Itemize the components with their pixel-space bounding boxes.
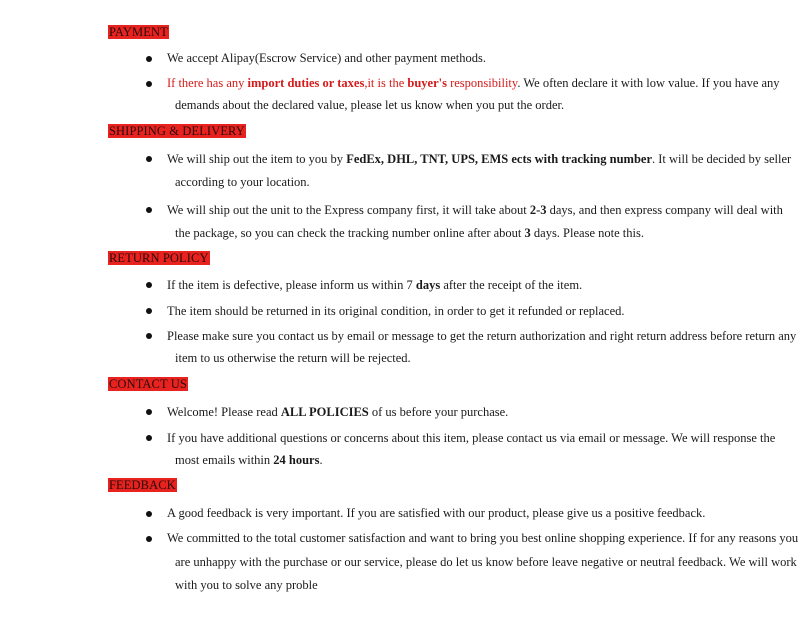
feedback-item-2: We committed to the total customer satisfaction and want to bring you best online shopping experience. If for any reasons you xyxy=(167,531,799,545)
shipping-heading: SHIPPING & DELIVERY xyxy=(109,124,245,138)
payment-item-2-red-c: ,it is the xyxy=(364,76,408,90)
shipping-item-2 xyxy=(167,203,783,218)
return-item-1-b: days xyxy=(415,278,441,292)
return-item-1-c: after the receipt of the item. xyxy=(440,278,583,292)
return-item-2: The item should be returned in its original condition, in order to get it refunded or replaced. xyxy=(167,304,625,318)
payment-item-2 xyxy=(167,76,780,91)
shipping-item-2-c: days, and then express company will deal with xyxy=(546,203,783,217)
contact-item-2-line-2-c: . xyxy=(319,453,323,467)
contact-item-1-b: ALL POLICIES xyxy=(280,405,369,419)
bullet-icon xyxy=(146,511,152,517)
payment-item-2-red-d: buyer's xyxy=(407,76,447,90)
feedback-item-2-line-3: with you to solve any proble xyxy=(175,578,318,592)
return-item-3-line-2: item to us otherwise the return will be rejected. xyxy=(175,351,411,365)
contact-item-1-c: of us before your purchase. xyxy=(368,405,509,419)
payment-item-2-rest: . We often declare it with low value. If you have any xyxy=(517,76,780,90)
bullet-icon xyxy=(146,409,152,415)
bullet-icon xyxy=(146,207,152,213)
bullet-icon xyxy=(146,81,152,87)
bullet-icon xyxy=(146,282,152,288)
return-item-1-a: If the item is defective, please inform us within 7 xyxy=(167,278,416,292)
payment-item-2-red-a: If there has any xyxy=(167,76,248,90)
return-item-1 xyxy=(167,278,582,293)
contact-item-2-line-2 xyxy=(175,453,323,468)
bullet-icon xyxy=(146,308,152,314)
contact-heading: CONTACT US xyxy=(109,377,187,391)
contact-item-1-a: Welcome! Please read xyxy=(167,405,281,419)
bullet-icon xyxy=(146,56,152,62)
shipping-item-1 xyxy=(167,152,791,167)
shipping-item-1-c: . It will be decided by seller xyxy=(652,152,792,166)
bullet-icon xyxy=(146,333,152,339)
shipping-item-1-b: FedEx, DHL, TNT, UPS, EMS ects with tracking number xyxy=(346,152,652,166)
return-policy-heading: RETURN POLICY xyxy=(109,251,209,265)
shipping-item-2-b: 2-3 xyxy=(529,203,547,217)
payment-item-2-red-e: responsibility xyxy=(446,76,518,90)
shipping-item-2-line-2 xyxy=(175,226,644,241)
payment-item-2-line-2: demands about the declared value, please let us know when you put the order. xyxy=(175,98,565,112)
shipping-item-1-line-2: according to your location. xyxy=(175,175,310,189)
contact-item-1 xyxy=(167,405,508,420)
bullet-icon xyxy=(146,156,152,162)
contact-item-2: If you have additional questions or concerns about this item, please contact us via email or message. We will response the xyxy=(167,431,776,445)
payment-item-1: We accept Alipay(Escrow Service) and other payment methods. xyxy=(167,51,487,65)
shipping-item-2-a: We will ship out the unit to the Express company first, it will take about xyxy=(167,203,530,217)
payment-heading: PAYMENT xyxy=(109,25,168,39)
feedback-item-1: A good feedback is very important. If you are satisfied with our product, please give us a positive feedback. xyxy=(167,506,706,520)
feedback-heading: FEEDBACK xyxy=(109,478,176,492)
shipping-item-2-line-2-c: days. Please note this. xyxy=(530,226,644,240)
feedback-item-2-line-2: are unhappy with the purchase or our service, please do let us know before leave negative or neutral feedback. We will work xyxy=(175,555,797,569)
shipping-item-2-line-2-a: the package, so you can check the tracking number online after about xyxy=(175,226,525,240)
contact-item-2-line-2-a: most emails within xyxy=(175,453,274,467)
payment-item-2-red-b: import duties or taxes xyxy=(247,76,365,90)
contact-item-2-line-2-b: 24 hours xyxy=(273,453,320,467)
return-item-3: Please make sure you contact us by email or message to get the return authorization and right return address before return any xyxy=(167,329,797,343)
bullet-icon xyxy=(146,536,152,542)
bullet-icon xyxy=(146,435,152,441)
shipping-item-2-line-2-b: 3 xyxy=(524,226,531,240)
shipping-item-1-a: We will ship out the item to you by xyxy=(167,152,347,166)
